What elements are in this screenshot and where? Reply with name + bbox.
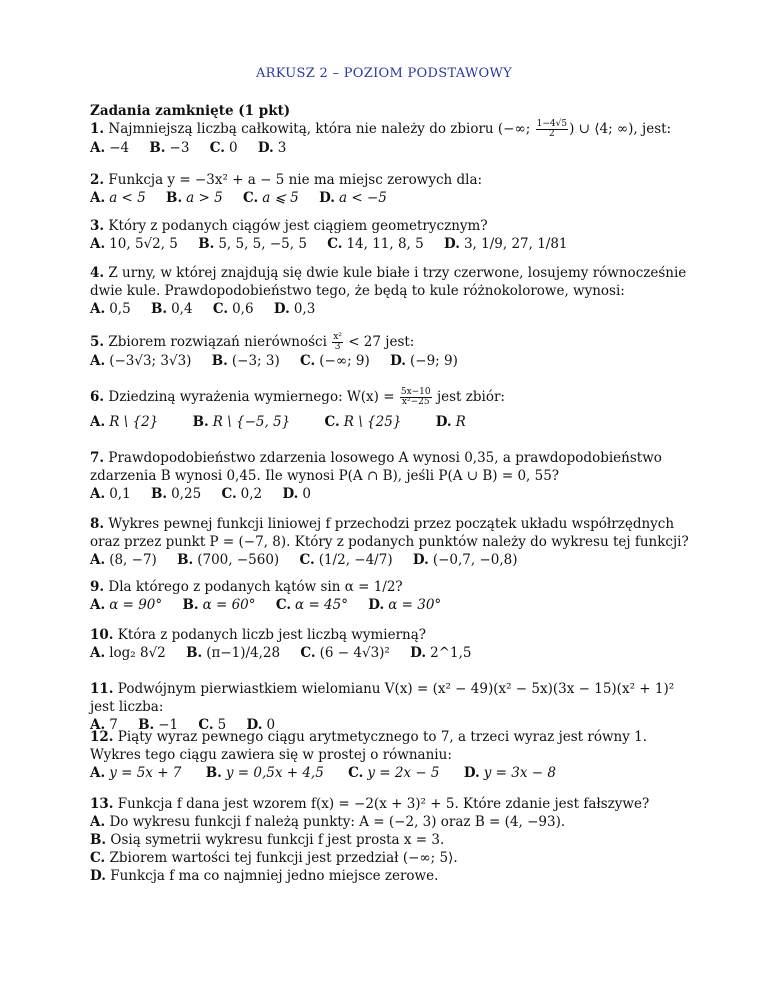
- answer-options: [90, 352, 690, 370]
- option-c[interactable]: C. (1/2, −4/7): [299, 552, 393, 568]
- option-b[interactable]: B. −3: [149, 140, 190, 156]
- option-d[interactable]: D. α = 30°: [368, 597, 442, 613]
- option-a[interactable]: A. 0,1: [90, 486, 131, 502]
- option-c[interactable]: C. y = 2x − 5: [348, 765, 440, 781]
- option-a[interactable]: A. (8, −7): [90, 552, 157, 568]
- option-c[interactable]: C. (6 − 4√3)²: [300, 645, 390, 661]
- option-d[interactable]: D. (−0,7, −0,8): [412, 552, 518, 568]
- question-5: [90, 333, 690, 370]
- question-number: 3.: [90, 218, 105, 234]
- question-number: 9.: [90, 579, 105, 595]
- question-number: 2.: [90, 172, 105, 188]
- option-a[interactable]: A. 10, 5√2, 5: [90, 236, 178, 252]
- question-12: [90, 728, 690, 782]
- option-b[interactable]: B. (−3; 3): [211, 353, 280, 369]
- question-number: 13.: [90, 796, 114, 812]
- option-c[interactable]: C. α = 45°: [275, 597, 348, 613]
- sheet-title: ARKUSZ 2 – POZIOM PODSTAWOWY: [255, 66, 513, 81]
- answer-option-line[interactable]: C. Zbiorem wartości tej funkcji jest przedział (−∞; 5⟩.: [90, 850, 458, 866]
- question-text: Zbiorem rozwiązań nierówności: [108, 334, 327, 350]
- question-7: [90, 449, 690, 503]
- option-a[interactable]: A. α = 90°: [90, 597, 163, 613]
- question-number: 4.: [90, 265, 105, 281]
- question-8: [90, 515, 690, 569]
- option-b[interactable]: B. R \ {−5, 5}: [192, 414, 291, 430]
- question-text: Funkcja f dana jest wzorem f(x) = −2(x + 3)² + 5. Które zdanie jest fałszywe?: [117, 796, 650, 812]
- option-c[interactable]: C. 0,2: [221, 486, 263, 502]
- question-text: < 27 jest:: [348, 334, 415, 350]
- answer-options: [90, 235, 690, 253]
- question-number: 5.: [90, 334, 105, 350]
- option-b[interactable]: B. 0,25: [150, 486, 202, 502]
- option-a[interactable]: A. y = 5x + 7: [90, 765, 182, 781]
- answer-options: [90, 596, 690, 614]
- option-c[interactable]: C. (−∞; 9): [300, 353, 370, 369]
- answer-options: [90, 189, 690, 207]
- option-b[interactable]: B. y = 0,5x + 4,5: [205, 765, 324, 781]
- option-a[interactable]: A. (−3√3; 3√3): [90, 353, 192, 369]
- option-d[interactable]: D. 0,3: [273, 301, 316, 317]
- option-d[interactable]: D. (−9; 9): [390, 353, 458, 369]
- question-text: Piąty wyraz pewnego ciągu arytmetycznego to 7, a trzeci wyraz jest równy 1. Wykres tego ciągu zawiera się w prostej o równaniu:: [90, 729, 648, 763]
- option-d[interactable]: D. 3, 1/9, 27, 1/81: [444, 236, 568, 252]
- option-b[interactable]: B. α = 60°: [182, 597, 256, 613]
- option-a[interactable]: A. −4: [90, 140, 130, 156]
- answer-options: [90, 485, 690, 503]
- option-c[interactable]: C. R \ {25}: [324, 414, 402, 430]
- option-d[interactable]: D. 0: [246, 717, 276, 733]
- option-b[interactable]: B. (π−1)/4,28: [186, 645, 281, 661]
- option-b[interactable]: B. (700, −560): [177, 552, 280, 568]
- question-number: 8.: [90, 516, 105, 532]
- question-text: ) ∪ ⟨4; ∞), jest:: [569, 121, 672, 137]
- question-text: Dla którego z podanych kątów sin α = 1/2?: [108, 579, 403, 595]
- answer-options: [90, 300, 690, 318]
- question-2: [90, 171, 690, 207]
- question-number: 7.: [90, 450, 105, 466]
- option-d[interactable]: D. 0: [282, 486, 311, 502]
- fraction: $\frac{5x-10}{\text{x²−25}}$: [400, 387, 431, 407]
- answer-options: [90, 644, 690, 662]
- question-text: Z urny, w której znajdują się dwie kule białe i trzy czerwone, losujemy równocześnie dwie kule. Prawdopodobieństwo tego, że będą to kule różnokolorowe, wynosi:: [90, 265, 687, 299]
- answer-option-line[interactable]: A. Do wykresu funkcji f należą punkty: A = (−2, 3) oraz B = (4, −93).: [90, 814, 566, 830]
- question-3: [90, 217, 690, 253]
- option-d[interactable]: D. y = 3x − 8: [463, 765, 556, 781]
- question-10: [90, 626, 690, 662]
- option-c[interactable]: C. a ⩽ 5: [243, 190, 299, 206]
- option-b[interactable]: B. 5, 5, 5, −5, 5: [198, 236, 307, 252]
- question-9: [90, 578, 690, 614]
- option-d[interactable]: D. R: [435, 414, 466, 430]
- question-text: Wykres pewnej funkcji liniowej f przechodzi przez początek układu współrzędnych oraz przez punkt P = (−7, 8). Który z podanych punktów należy do wykresu tej funkcji?: [90, 516, 689, 550]
- option-a[interactable]: A. log₂ 8√2: [90, 645, 166, 661]
- question-1: [90, 120, 690, 157]
- question-number: 1.: [90, 121, 105, 137]
- question-text: Najmniejszą liczbą całkowitą, która nie należy do zbioru (−∞;: [108, 121, 531, 137]
- question-number: 6.: [90, 389, 105, 405]
- question-text: Funkcja y = −3x² + a − 5 nie ma miejsc zerowych dla:: [108, 172, 483, 188]
- option-c[interactable]: C. 14, 11, 8, 5: [327, 236, 424, 252]
- question-text: Który z podanych ciągów jest ciągiem geometrycznym?: [108, 218, 488, 234]
- question-4: [90, 264, 690, 318]
- fraction: $\frac{\text{x²}}{3}$: [333, 332, 342, 352]
- option-d[interactable]: D. 2^1,5: [410, 645, 472, 661]
- fraction: $\frac{1-4√5}{2}$: [536, 119, 568, 139]
- section-heading: Zadania zamknięte (1 pkt): [90, 103, 291, 119]
- option-a[interactable]: A. a < 5: [90, 190, 146, 206]
- option-b[interactable]: B. a > 5: [166, 190, 223, 206]
- question-text: Która z podanych liczb jest liczbą wymierną?: [117, 627, 427, 643]
- answer-options: [90, 551, 690, 569]
- option-a[interactable]: A. R \ {2}: [90, 414, 159, 430]
- option-c[interactable]: C. 0: [209, 140, 238, 156]
- question-11: [90, 680, 690, 734]
- option-b[interactable]: B. −1: [138, 717, 179, 733]
- question-number: 10.: [90, 627, 114, 643]
- option-d[interactable]: D. a < −5: [319, 190, 387, 206]
- answer-options: [90, 764, 690, 782]
- question-number: 12.: [90, 729, 114, 745]
- option-c[interactable]: C. 0,6: [212, 301, 254, 317]
- answer-options: [90, 139, 690, 157]
- question-6: [90, 388, 690, 431]
- question-text: Podwójnym pierwiastkiem wielomianu V(x) = (x² − 49)(x² − 5x)(3x − 15)(x² + 1)² jest liczba:: [90, 681, 675, 715]
- option-d[interactable]: D. 3: [257, 140, 287, 156]
- question-text: Dziedziną wyrażenia wymiernego: W(x) =: [108, 389, 395, 405]
- question-text: jest zbiór:: [436, 389, 505, 405]
- option-a[interactable]: A. 7: [90, 717, 118, 733]
- answer-option-line[interactable]: D. Funkcja f ma co najmniej jedno miejsce zerowe.: [90, 868, 439, 884]
- option-c[interactable]: C. 5: [198, 717, 227, 733]
- question-number: 11.: [90, 681, 114, 697]
- question-13: [90, 795, 690, 885]
- answer-option-line[interactable]: B. Osią symetrii wykresu funkcji f jest prosta x = 3.: [90, 832, 445, 848]
- option-a[interactable]: A. 0,5: [90, 301, 131, 317]
- option-b[interactable]: B. 0,4: [150, 301, 193, 317]
- answer-options: [90, 413, 690, 431]
- question-text: Prawdopodobieństwo zdarzenia losowego A wynosi 0,35, a prawdopodobieństwo zdarzenia B wynosi 0,45. Ile wynosi P(A ∩ B), jeśli P(A ∪ B) = 0, 55?: [90, 450, 662, 484]
